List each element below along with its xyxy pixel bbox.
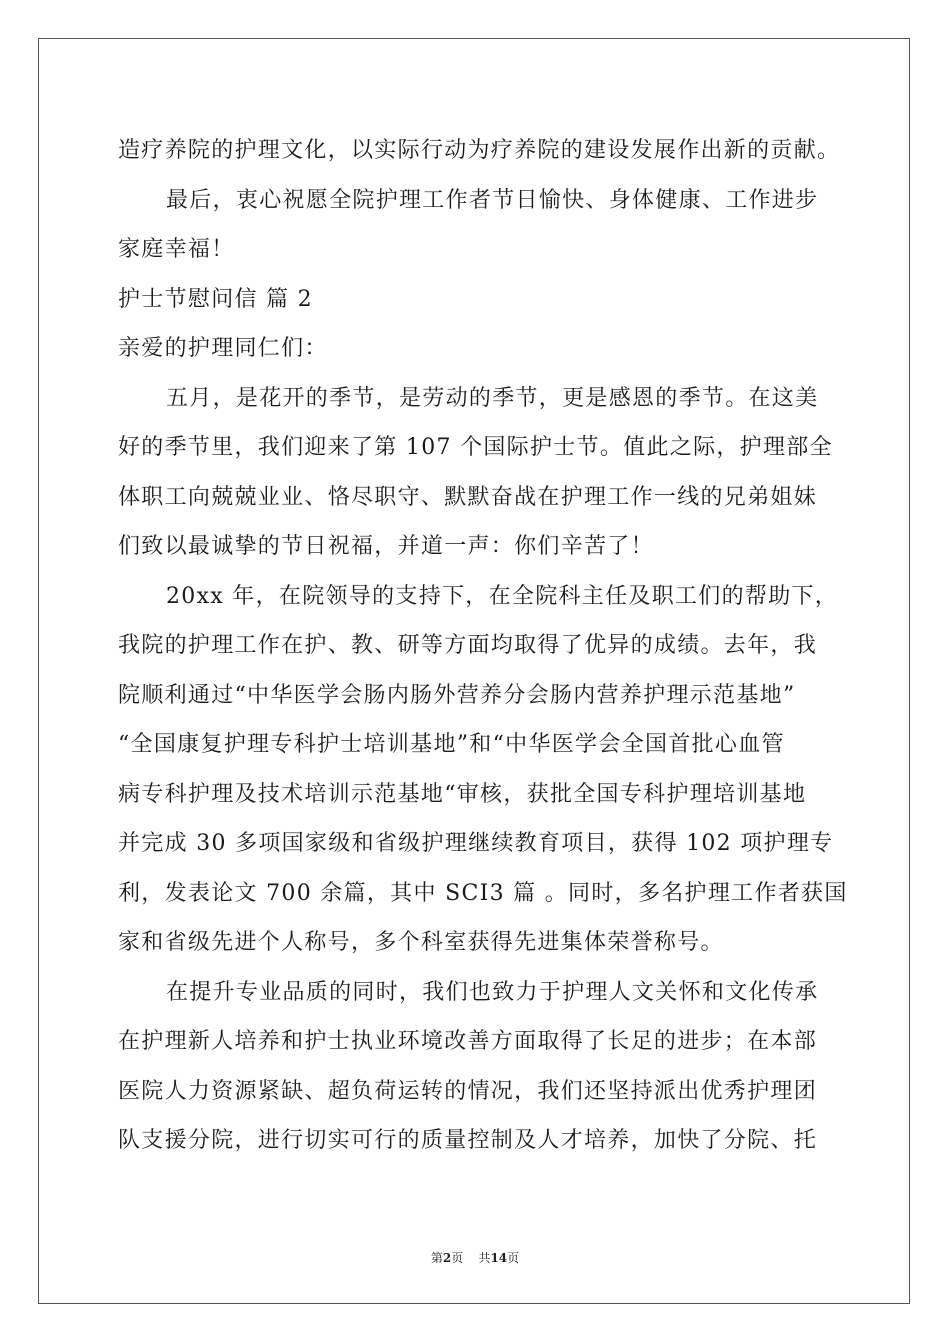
text-line: 利，发表论文 700 余篇，其中 SCI3 篇 。同时，多名护理工作者获国: [118, 880, 848, 906]
text-line: 病专科护理及技术培训示范基地“审核，获批全国专科护理培训基地: [118, 781, 807, 807]
text-line: 五月，是花开的季节，是劳动的季节，更是感恩的季节。在这美: [166, 385, 819, 411]
footer-middle: 页 共: [451, 1251, 491, 1265]
text-line: 院顺利通过“中华医学会肠内肠外营养分会肠内营养护理示范基地”: [118, 682, 796, 708]
text-line: 家庭幸福！: [118, 237, 235, 262]
footer-suffix: 页: [507, 1251, 520, 1265]
text-line: 最后，衷心祝愿全院护理工作者节日愉快、身体健康、工作进步: [166, 187, 819, 213]
text-line: 我院的护理工作在护、教、研等方面均取得了优异的成绩。去年，我: [118, 633, 818, 658]
document-body: [118, 126, 848, 1166]
text-line: 在提升专业品质的同时，我们也致力于护理人文关怀和文化传承: [166, 979, 819, 1005]
text-line: 并完成 30 多项国家级和省级护理继续教育项目，获得 102 项护理专: [118, 831, 834, 856]
text-line: “全国康复护理专科护士培训基地”和“中华医学会全国首批心血管: [118, 732, 785, 757]
text-line: 家和省级先进个人称号，多个科室获得先进集体荣誉称号。: [118, 930, 724, 955]
salutation: 亲爱的护理同仁们：: [118, 336, 328, 361]
text-line: 们致以最诚挚的节日祝福，并道一声：你们辛苦了！: [118, 534, 654, 559]
current-page-number: 2: [442, 1251, 452, 1265]
page-footer: [0, 1249, 950, 1266]
text-line: 好的季节里，我们迎来了第 107 个国际护士节。值此之际，护理部全: [118, 435, 833, 460]
text-line: 在护理新人培养和护士执业环境改善方面取得了长足的进步；在本部: [118, 1029, 818, 1054]
total-page-count: 14: [490, 1251, 508, 1265]
text-line: 造疗养院的护理文化，以实际行动为疗养院的建设发展作出新的贡献。: [118, 138, 841, 163]
text-line: 医院人力资源紧缺、超负荷运转的情况，我们还坚持派出优秀护理团: [118, 1078, 818, 1104]
footer-prefix: 第: [430, 1251, 443, 1265]
text-line: 20xx 年，在院领导的支持下，在全院科主任及职工们的帮助下，: [166, 583, 839, 609]
text-line: 队支援分院，进行切实可行的质量控制及人才培养，加快了分院、托: [118, 1128, 818, 1153]
text-line: 体职工向兢兢业业、恪尽职守、默默奋战在护理工作一线的兄弟姐妹: [118, 484, 818, 510]
section-heading: 护士节慰问信 篇 2: [118, 286, 313, 312]
